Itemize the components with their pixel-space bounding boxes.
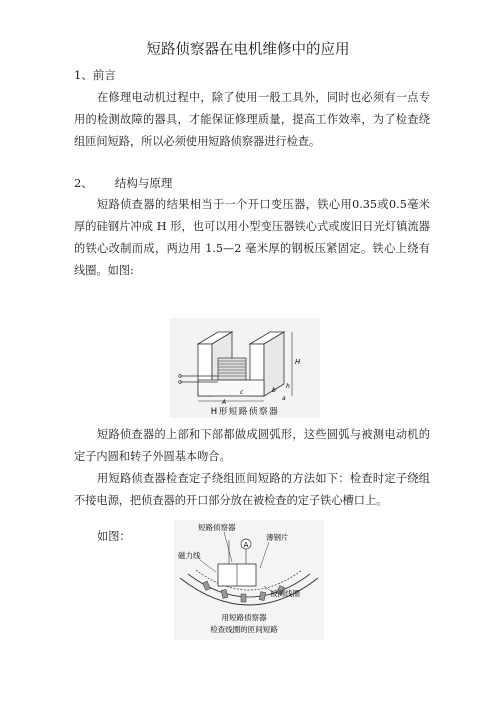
paragraph-3: 短路侦查器的上部和下部都做成圆弧形，这些圆弧与被测电动机的定子内圆和转子外圆基本吻合。 xyxy=(74,428,430,463)
dim-label-a: a xyxy=(282,395,286,402)
dim-label-h: h xyxy=(286,383,290,390)
dim-label-A: A xyxy=(222,399,227,406)
section-1-paragraph: 在修理电动机过程中，除了使用一般工具外，同时也必须有一点专用的检测故障的器具，才能保证修理质量，提高工作效率，为了检查绕组匝间短路，所以必须使用短路侦察器进行检查。 xyxy=(74,91,430,148)
figure-2-intro: 如图： xyxy=(97,530,131,543)
ammeter-symbol: A xyxy=(243,541,249,549)
h-detector-figure xyxy=(170,318,320,418)
label-magnetic-lines: 磁力线 xyxy=(178,551,201,560)
section-2-title: 结构与原理 xyxy=(114,176,173,190)
figure-2-caption-line-2: 检查线圈的匝间短路 xyxy=(210,625,278,634)
label-steel-strip: 薄钢片 xyxy=(266,533,289,542)
dim-label-c: c xyxy=(240,389,244,396)
detector-usage-figure xyxy=(174,520,324,640)
dim-label-H: H xyxy=(295,358,301,366)
section-2-heading xyxy=(74,175,172,191)
section-2-paragraph: 短路侦查器的结果相当于一个开口变压器，铁心用0.35或0.5毫米厚的硅钢片冲成 H 形，也可以用小型变压器铁心式或废旧日光灯镇流器的铁心改制而成，两边用 1.5—2 毫米厚的钢板压紧固定。铁心上绕有线圈。如图: xyxy=(74,198,430,277)
page-title: 短路侦察器在电机维修中的应用 xyxy=(146,42,350,58)
label-tested-coil: 被测线圈 xyxy=(270,589,300,598)
dim-label-b: b xyxy=(272,387,276,394)
paragraph-4: 用短路侦查器检查定子绕组匝间短路的方法如下：检查时定子绕组不接电源，把侦查器的开口部分放在被检查的定子铁心槽口上。 xyxy=(74,472,430,507)
figure-1-caption: H形短路侦察器 xyxy=(210,407,280,417)
label-detector: 短路侦察器 xyxy=(198,523,236,532)
figure-2-caption-line-1: 用短路侦察器 xyxy=(221,613,267,622)
section-1-heading: 1、前言 xyxy=(74,68,116,82)
section-2-number: 2、 xyxy=(74,176,93,190)
